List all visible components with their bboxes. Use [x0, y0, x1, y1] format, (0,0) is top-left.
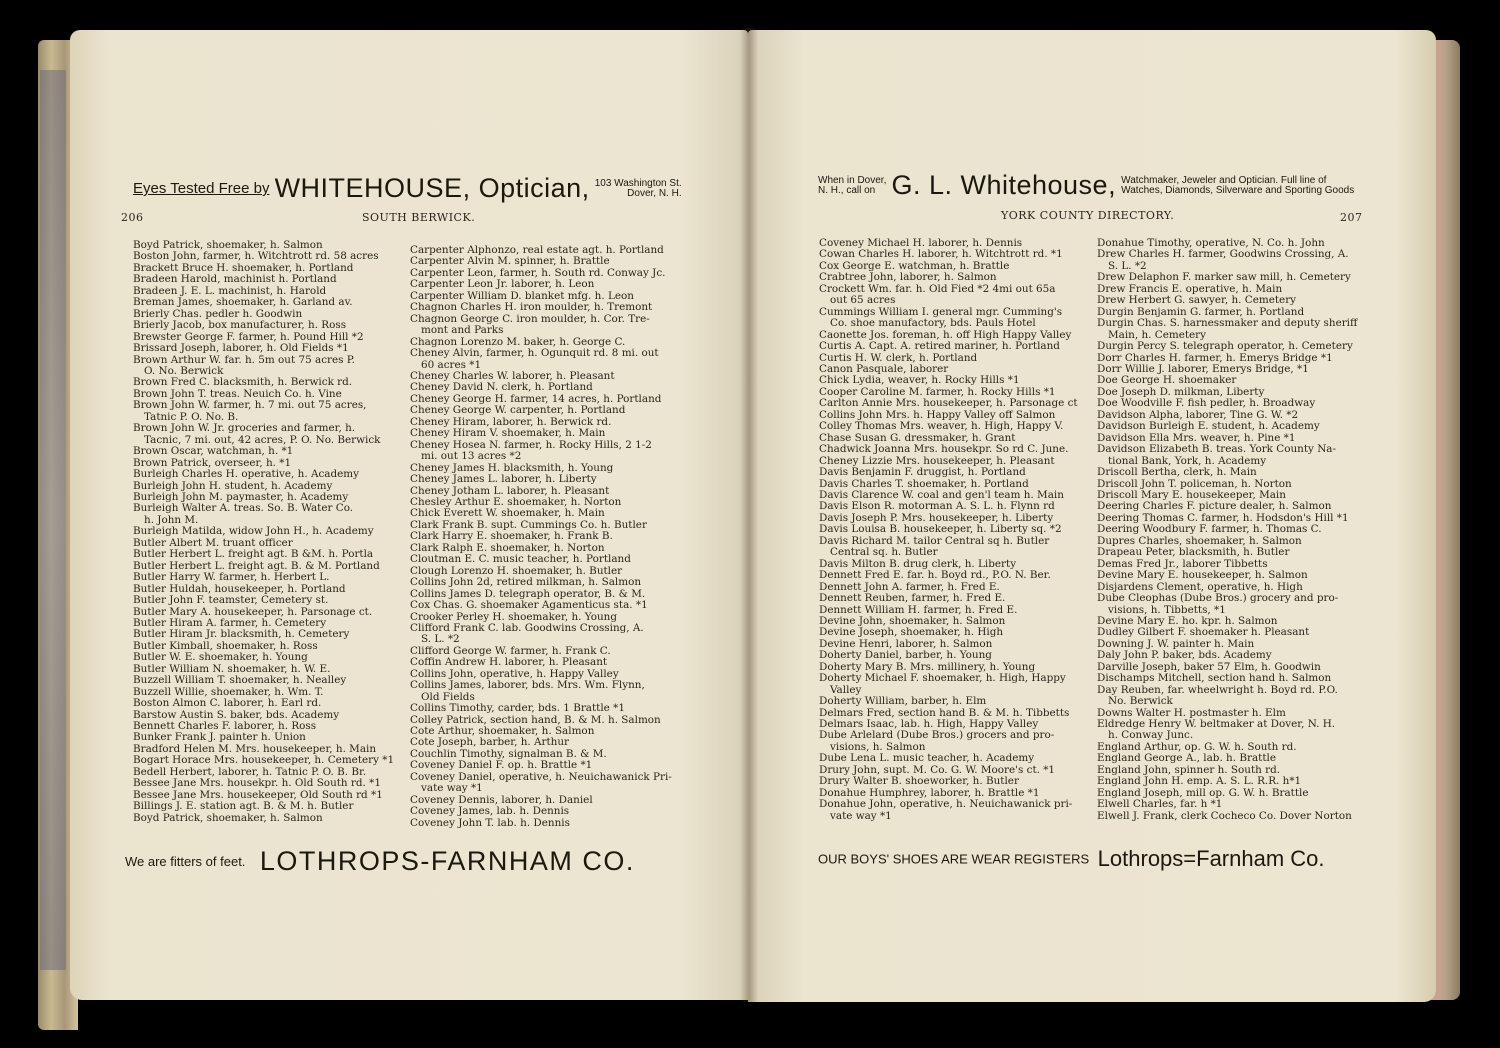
directory-entry: Darville Joseph, baker 57 Elm, h. Goodwin — [1097, 661, 1321, 673]
directory-entry: Butler Hiram A. farmer, h. Cemetery — [133, 617, 327, 629]
directory-entry: Butler Mary A. housekeeper, h. Parsonage ct. — [133, 606, 373, 618]
directory-entry: h. John M. — [144, 514, 199, 526]
directory-entry: Collins James, laborer, bds. Mrs. Wm. Flynn, — [410, 680, 645, 692]
directory-entry: Davis Richard M. tailor Central sq h. Butler — [819, 535, 1050, 547]
directory-entry: Chick Lydia, weaver, h. Rocky Hills *1 — [819, 375, 1020, 387]
directory-entry: Valley — [830, 684, 862, 696]
right-ad-description — [1121, 176, 1354, 196]
directory-entry: Burleigh Walter A. treas. So. B. Water Co. — [133, 503, 354, 515]
directory-entry: Butler Herbert L. freight agt. B &M. h. Portla — [133, 549, 374, 561]
right-ad-description-line1: Watchmaker, Jeweler and Optician. Full line of — [1121, 174, 1327, 186]
directory-entry: Demas Fred Jr., laborer Tibbetts — [1097, 558, 1268, 570]
directory-entry: Cheney James H. blacksmith, h. Young — [410, 462, 614, 474]
right-page-number: 207 — [1340, 211, 1363, 224]
directory-entry: Cote Arthur, shoemaker, h. Salmon — [410, 726, 595, 738]
left-column-1 — [133, 240, 405, 824]
directory-entry: England John, spinner h. South rd. — [1097, 764, 1281, 776]
right-ad-lead-line1: When in Dover, — [818, 174, 887, 186]
directory-entry: Bedell Herbert, laborer, h. Tatnic P. O. B. Br. — [133, 766, 367, 778]
directory-entry: Bradford Helen M. Mrs. housekeeper, h. Main — [133, 743, 377, 755]
directory-entry: Butler Kimball, shoemaker, h. Ross — [133, 640, 318, 652]
directory-entry: Curtis A. Capt. A. retired mariner, h. Portland — [819, 341, 1060, 353]
directory-entry: Clark Frank B. supt. Cummings Co. h. Butler — [410, 519, 647, 531]
directory-entry: Driscoll Bertha, clerk, h. Main — [1097, 467, 1257, 479]
directory-entry: Drapeau Peter, blacksmith, h. Butler — [1097, 547, 1290, 559]
directory-entry: Davis Elson R. motorman A. S. L. h. Flynn rd — [819, 501, 1055, 513]
directory-entry: Disjardens Clement, operative, h. High — [1097, 581, 1303, 593]
directory-entry: Cote Joseph, barber, h. Arthur — [410, 737, 570, 749]
directory-entry: Elwell Charles, far. h *1 — [1097, 799, 1223, 811]
right-ad-name: G. L. Whitehouse, — [891, 170, 1117, 200]
directory-entry: Brown John T. treas. Neuich Co. h. Vine — [133, 388, 342, 400]
directory-entry: Cheney George W. carpenter, h. Portland — [410, 405, 626, 417]
directory-entry: Carpenter William D. blanket mfg. h. Leon — [410, 290, 634, 302]
directory-entry: Cheney Charles W. laborer, h. Pleasant — [410, 370, 615, 382]
directory-entry: Drew Charles H. farmer, Goodwins Crossing, A. — [1097, 249, 1349, 261]
directory-entry: Driscoll Mary E. housekeeper, Main — [1097, 489, 1286, 501]
directory-entry: Devine Mary E. ho. kpr. h. Salmon — [1097, 615, 1278, 627]
directory-entry: Central sq. h. Butler — [830, 547, 938, 559]
directory-entry: Cheney James L. laborer, h. Liberty — [410, 474, 597, 486]
directory-entry: Durgin Chas. S. harnessmaker and deputy sheriff — [1097, 318, 1358, 330]
left-header-ad — [133, 173, 682, 204]
directory-entry: England George A., lab. h. Brattle — [1097, 753, 1276, 765]
directory-entry: Dube Arlelard (Dube Bros.) grocers and pro- — [819, 730, 1055, 742]
directory-entry: Brierly Jacob, box manufacturer, h. Ross — [133, 320, 347, 332]
directory-entry: Davidson Burleigh E. student, h. Academy — [1097, 421, 1320, 433]
directory-entry: Brown John W. farmer, h. 7 mi. out 75 acres, — [133, 400, 367, 412]
directory-entry: Daly John P. baker, bds. Academy — [1097, 650, 1272, 662]
left-ad-address — [595, 179, 682, 199]
directory-entry: Downs Walter H. postmaster h. Elm — [1097, 707, 1286, 719]
directory-entry: Doherty William, barber, h. Elm — [819, 696, 987, 708]
directory-entry: mont and Parks — [421, 325, 504, 337]
directory-entry: Durgin Percy S. telegraph operator, h. Cemetery — [1097, 341, 1353, 353]
directory-entry: Collins John 2d, retired milkman, h. Salmon — [410, 577, 642, 589]
left-page-number: 206 — [121, 211, 144, 224]
directory-entry: Dennett John A. farmer, h. Fred E. — [819, 581, 1000, 593]
directory-entry: Co. shoe manufactory, bds. Pauls Hotel — [830, 318, 1036, 330]
directory-entry: Doe Woodville F. fish pedler, h. Broadway — [1097, 398, 1316, 410]
directory-entry: Clifford George W. farmer, h. Frank C. — [410, 645, 611, 657]
directory-entry: Brown John W. Jr. groceries and farmer, h. — [133, 423, 356, 435]
directory-entry: Collins Timothy, carder, bds. 1 Brattle *1 — [410, 703, 625, 715]
directory-entry: Clough Lorenzo H. shoemaker, h. Butler — [410, 565, 623, 577]
directory-entry: Devine Mary E. housekeeper, h. Salmon — [1097, 570, 1308, 582]
directory-entry: Brewster George F. farmer, h. Pound Hill *2 — [133, 331, 364, 343]
directory-entry: Dupres Charles, shoemaker, h. Salmon — [1097, 535, 1302, 547]
directory-entry: England John H. emp. A. S. L. R.R. h*1 — [1097, 776, 1302, 788]
directory-entry: Burleigh John M. paymaster, h. Academy — [133, 491, 349, 503]
directory-entry: Butler Albert M. truant officer — [133, 537, 293, 549]
right-column-1 — [819, 238, 1089, 822]
directory-entry: Coveney Michael H. laborer, h. Dennis — [819, 238, 1023, 249]
directory-entry: Coveney Daniel, operative, h. Neuichawanick Pri- — [410, 771, 672, 783]
directory-entry: Doherty Michael F. shoemaker, h. High, Happy — [819, 673, 1066, 685]
directory-entry: Davidson Alpha, laborer, Tine G. W. *2 — [1097, 409, 1299, 421]
directory-entry: vate way *1 — [421, 783, 483, 795]
directory-entry: Deering Thomas C. farmer, h. Hodsdon's Hill *1 — [1097, 512, 1349, 524]
left-ad-name: WHITEHOUSE, Optician, — [274, 173, 590, 203]
directory-entry: Burleigh John H. student, h. Academy — [133, 480, 333, 492]
left-footer-name: LOTHROPS-FARNHAM CO. — [259, 846, 635, 876]
directory-entry: Buzzell William T. shoemaker, h. Nealley — [133, 675, 347, 687]
directory-entry: S. L. *2 — [421, 634, 460, 646]
directory-entry: Driscoll John T. policeman, h. Norton — [1097, 478, 1292, 490]
directory-entry: Brown Arthur W. far. h. 5m out 75 acres P. — [133, 354, 355, 366]
directory-entry: Bunker Frank J. painter h. Union — [133, 732, 306, 744]
directory-entry: visions, h. Salmon — [830, 741, 926, 753]
directory-entry: Chagnon Charles H. iron moulder, h. Tremont — [410, 302, 653, 314]
left-ad-address-line1: 103 Washington St. — [594, 177, 682, 189]
directory-entry: Durgin Benjamin G. farmer, h. Portland — [1097, 306, 1305, 318]
directory-entry: Davis Charles T. shoemaker, h. Portland — [819, 478, 1029, 490]
directory-entry: Colley Patrick, section hand, B. & M. h. Salmon — [410, 714, 661, 726]
directory-entry: Colley Thomas Mrs. weaver, h. High, Happy V. — [819, 421, 1064, 433]
directory-entry: Dudley Gilbert F. shoemaker h. Pleasant — [1097, 627, 1310, 639]
directory-entry: No. Berwick — [1108, 696, 1173, 708]
directory-entry: Davis Milton B. drug clerk, h. Liberty — [819, 558, 1017, 570]
directory-entry: Chadwick Joanna Mrs. housekpr. So rd C. June. — [819, 444, 1069, 456]
directory-entry: Dube Lena L. music teacher, h. Academy — [819, 753, 1035, 765]
directory-entry: Coveney John T. lab. h. Dennis — [410, 817, 570, 829]
directory-entry: Bradeen Harold, machinist h. Portland — [133, 274, 337, 286]
directory-entry: Bessee Jane Mrs. housekpr. h. Old South rd. *1 — [133, 778, 381, 790]
directory-entry: Crockett Wm. far. h. Old Fied *2 4mi out 65a — [819, 283, 1056, 295]
directory-entry: Deering Charles F. picture dealer, h. Salmon — [1097, 501, 1332, 513]
directory-entry: Butler John F. teamster, Cemetery st. — [133, 595, 329, 607]
directory-entry: Butler Hiram Jr. blacksmith, h. Cemetery — [133, 629, 350, 641]
directory-entry: O. No. Berwick — [144, 365, 224, 377]
directory-entry: Burleigh Matilda, widow John H., h. Academy — [133, 526, 374, 538]
directory-entry: Day Reuben, far. wheelwright h. Boyd rd. P.O. — [1097, 684, 1338, 696]
directory-entry: Eldredge Henry W. beltmaker at Dover, N. H. — [1097, 719, 1336, 731]
right-ad-description-line2: Watches, Diamonds, Silverware and Sporting Goods — [1121, 184, 1355, 196]
directory-entry: Old Fields — [421, 691, 475, 703]
directory-entry: Cox Chas. G. shoemaker Agamenticus sta. *1 — [410, 600, 648, 612]
directory-entry: Doherty Daniel, barber, h. Young — [819, 650, 992, 662]
directory-entry: Doe George H. shoemaker — [1097, 375, 1237, 387]
directory-entry: Drury John, supt. M. Co. G. W. Moore's ct. *1 — [819, 764, 1056, 776]
directory-entry: Tacnic, 7 mi. out, 42 acres, P. O. No. Berwick — [144, 434, 381, 446]
directory-entry: Davis Clarence W. coal and gen'l team h. Main — [819, 489, 1064, 501]
right-footer-ad — [818, 846, 1325, 872]
directory-entry: Butler William N. shoemaker, h. W. E. — [133, 663, 331, 675]
directory-entry: Cox George E. watchman, h. Brattle — [819, 260, 1010, 272]
directory-entry: Canon Pasquale, laborer — [819, 363, 949, 375]
directory-entry: Cheney Lizzie Mrs. housekeeper, h. Pleasant — [819, 455, 1055, 467]
left-footer-tagline: We are fitters of feet. — [125, 854, 246, 869]
directory-entry: Donahue Humphrey, laborer, h. Brattle *1 — [819, 787, 1040, 799]
directory-entry: Brown Patrick, overseer, h. *1 — [133, 457, 292, 469]
directory-entry: Chesley Arthur E. shoemaker, h. Norton — [410, 496, 622, 508]
directory-entry: Bogart Horace Mrs. housekeeper, h. Cemetery *1 — [133, 755, 395, 767]
directory-entry: Crabtree John, laborer, h. Salmon — [819, 272, 997, 284]
right-ad-lead — [818, 176, 886, 196]
directory-entry: Collins John, operative, h. Happy Valley — [410, 668, 619, 680]
directory-entry: Dube Cleophas (Dube Bros.) grocery and pro- — [1097, 593, 1339, 605]
directory-entry: Dennett Fred E. far. h. Boyd rd., P.O. N. Ber. — [819, 570, 1051, 582]
directory-entry: Cheney David N. clerk, h. Portland — [410, 382, 593, 394]
directory-entry: Donahue Timothy, operative, N. Co. h. John — [1097, 238, 1325, 249]
directory-entry: Barstow Austin S. baker, bds. Academy — [133, 709, 340, 721]
directory-entry: tional Bank, York, h. Academy — [1108, 455, 1267, 467]
directory-entry: Butler W. E. shoemaker, h. Young — [133, 652, 308, 664]
directory-entry: Cheney Hosea N. farmer, h. Rocky Hills, 2 1-2 — [410, 439, 652, 451]
directory-entry: Carpenter Leon, farmer, h. South rd. Conway Jc. — [410, 267, 666, 279]
directory-entry: Crooker Perley H. shoemaker, h. Young — [410, 611, 617, 623]
right-header-ad — [818, 170, 1354, 201]
directory-entry: Tatnic P. O. No. B. — [144, 411, 239, 423]
directory-entry: Elwell J. Frank, clerk Cocheco Co. Dover Norton — [1097, 810, 1352, 822]
directory-entry: Cheney Hiram V. shoemaker, h. Main — [410, 428, 606, 440]
directory-entry: Donahue John, operative, h. Neuichawanick pri- — [819, 799, 1073, 811]
directory-entry: Couchlin Timothy, signalman B. & M. — [410, 748, 607, 760]
directory-entry: Bennett Charles F. laborer, h. Ross — [133, 721, 317, 733]
directory-entry: h. Conway Junc. — [1108, 730, 1194, 742]
directory-entry: Carlton Annie Mrs. housekeeper, h. Parsonage ct — [819, 398, 1078, 410]
directory-entry: Delmars Fred, section hand B. & M. h. Tibbetts — [819, 707, 1070, 719]
directory-entry: Deering Woodbury F. farmer, h. Thomas C. — [1097, 524, 1322, 536]
directory-entry: Carpenter Alphonzo, real estate agt. h. Portland — [410, 245, 664, 256]
directory-entry: Coveney Dennis, laborer, h. Daniel — [410, 794, 593, 806]
right-ad-lead-line2: N. H., call on — [818, 184, 876, 196]
directory-entry: Coveney Daniel F. op. h. Brattle *1 — [410, 760, 593, 772]
directory-entry: Davis Benjamin F. druggist, h. Portland — [819, 467, 1026, 479]
directory-entry: Drury Walter B. shoeworker, h. Butler — [819, 776, 1019, 788]
left-footer-ad — [125, 846, 635, 877]
directory-entry: out 65 acres — [830, 295, 896, 307]
directory-entry: Butler Huldah, housekeeper, h. Portland — [133, 583, 346, 595]
directory-entry: Cheney Hiram, laborer, h. Berwick rd. — [410, 416, 612, 428]
directory-entry: Dorr Willie J. laborer, Emerys Bridge, *1 — [1097, 363, 1309, 375]
left-running-head: SOUTH BERWICK. — [362, 211, 476, 224]
directory-entry: vate way *1 — [830, 810, 892, 822]
directory-entry: Davidson Elizabeth B. treas. York County Na- — [1097, 444, 1337, 456]
directory-entry: Coffin Andrew H. laborer, h. Pleasant — [410, 657, 608, 669]
directory-entry: Brackett Bruce H. shoemaker, h. Portland — [133, 262, 354, 274]
directory-entry: Devine Henri, laborer, h. Salmon — [819, 638, 993, 650]
directory-entry: Burleigh Charles H. operative, h. Academy — [133, 469, 359, 481]
directory-entry: Collins John Mrs. h. Happy Valley off Salmon — [819, 409, 1056, 421]
directory-entry: mi. out 13 acres *2 — [421, 451, 522, 463]
right-footer-name: Lothrops=Farnham Co. — [1097, 846, 1325, 871]
directory-entry: Breman James, shoemaker, h. Garland av. — [133, 297, 353, 309]
directory-entry: Dennett William H. farmer, h. Fred E. — [819, 604, 1018, 616]
directory-entry: Caonette Jos. foreman, h. off High Happy Valley — [819, 329, 1072, 341]
directory-entry: Dischamps Mitchell, section hand h. Salmon — [1097, 673, 1332, 685]
directory-entry: Main, h. Cemetery — [1108, 329, 1207, 341]
directory-entry: Chick Everett W. shoemaker, h. Main — [410, 508, 605, 520]
directory-entry: England Arthur, op. G. W. h. South rd. — [1097, 741, 1297, 753]
directory-entry: Bessee Jane Mrs. housekeeper, Old South rd *1 — [133, 789, 383, 801]
left-ad-tagline: Eyes Tested Free by — [133, 180, 270, 197]
directory-entry: Cloutman E. C. music teacher, h. Portland — [410, 554, 631, 566]
directory-entry: Brierly Chas. pedler h. Goodwin — [133, 308, 303, 320]
directory-entry: Cooper Caroline M. farmer, h. Rocky Hills *1 — [819, 386, 1056, 398]
directory-entry: Cheney George H. farmer, 14 acres, h. Portland — [410, 393, 662, 405]
directory-entry: Boston Almon C. laborer, h. Earl rd. — [133, 698, 322, 710]
directory-entry: Carpenter Alvin M. spinner, h. Brattle — [410, 256, 610, 268]
directory-entry: 60 acres *1 — [421, 359, 482, 371]
directory-entry: Boston John, farmer, h. Witchtrott rd. 58 acres — [133, 251, 379, 263]
directory-entry: Devine John, shoemaker, h. Salmon — [819, 615, 1006, 627]
directory-entry: Cheney Jotham L. laborer, h. Pleasant — [410, 485, 610, 497]
directory-entry: Dennett Reuben, farmer, h. Fred E. — [819, 593, 1006, 605]
directory-entry: Delmars Isaac, lab. h. High, Happy Valley — [819, 719, 1039, 731]
directory-entry: Buzzell Willie, shoemaker, h. Wm. T. — [133, 686, 324, 698]
directory-entry: Brown Oscar, watchman, h. *1 — [133, 446, 294, 458]
directory-entry: Bradeen J. E. L. machinist, h. Harold — [133, 285, 327, 297]
directory-entry: Dorr Charles H. farmer, h. Emerys Bridge *1 — [1097, 352, 1333, 364]
directory-entry: Clark Ralph E. shoemaker, h. Norton — [410, 542, 605, 554]
directory-entry: Downing J. W. painter h. Main — [1097, 638, 1255, 650]
directory-entry: Doherty Mary B. Mrs. millinery, h. Young — [819, 661, 1036, 673]
directory-entry: Clark Harry E. shoemaker, h. Frank B. — [410, 531, 613, 543]
directory-entry: Chagnon Lorenzo M. baker, h. George C. — [410, 336, 626, 348]
directory-entry: Butler Harry W. farmer, h. Herbert L. — [133, 572, 330, 584]
directory-entry: Davis Louisa B. housekeeper, h. Liberty sq. *2 — [819, 524, 1062, 536]
directory-entry: Butler Herbert L. freight agt. B. & M. Portland — [133, 560, 380, 572]
directory-entry: Drew Herbert G. sawyer, h. Cemetery — [1097, 295, 1297, 307]
right-column-2 — [1097, 238, 1367, 822]
directory-entry: Davis Joseph P. Mrs. housekeeper, h. Liberty — [819, 512, 1054, 524]
directory-entry: Coveney James, lab. h. Dennis — [410, 806, 570, 818]
directory-entry: Cowan Charles H. laborer, h. Witchtrott rd. *1 — [819, 249, 1063, 261]
directory-entry: Davidson Ella Mrs. weaver, h. Pine *1 — [1097, 432, 1296, 444]
directory-entry: Boyd Patrick, shoemaker, h. Salmon — [133, 240, 323, 251]
directory-entry: Doe Joseph D. milkman, Liberty — [1097, 386, 1265, 398]
directory-entry: Chase Susan G. dressmaker, h. Grant — [819, 432, 1016, 444]
directory-entry: Carpenter Leon Jr. laborer, h. Leon — [410, 279, 595, 291]
left-ad-address-line2: Dover, N. H. — [627, 187, 682, 199]
directory-entry: Devine Joseph, shoemaker, h. High — [819, 627, 1004, 639]
directory-entry: Cheney Alvin, farmer, h. Ogunquit rd. 8 mi. out — [410, 348, 659, 360]
directory-entry: Curtis H. W. clerk, h. Portland — [819, 352, 978, 364]
directory-entry: Billings J. E. station agt. B. & M. h. Butler — [133, 801, 354, 813]
left-column-2 — [410, 245, 682, 829]
directory-entry: Brown Fred C. blacksmith, h. Berwick rd. — [133, 377, 353, 389]
directory-entry: S. L. *2 — [1108, 260, 1147, 272]
directory-entry: England Joseph, mill op. G. W. h. Brattle — [1097, 787, 1309, 799]
directory-entry: Chagnon George C. iron moulder, h. Cor. Tre- — [410, 313, 650, 325]
spine-label-strip — [40, 70, 66, 970]
right-footer-tagline: OUR BOYS' SHOES ARE WEAR REGISTERS — [818, 851, 1090, 867]
directory-entry: Boyd Patrick, shoemaker, h. Salmon — [133, 812, 323, 824]
directory-entry: Cummings William I. general mgr. Cumming's — [819, 306, 1063, 318]
directory-entry: Brissard Joseph, laborer, h. Old Fields *1 — [133, 343, 349, 355]
directory-entry: Clifford Frank C. lab. Goodwins Crossing, A. — [410, 622, 644, 634]
directory-entry: Drew Francis E. operative, h. Main — [1097, 283, 1283, 295]
directory-entry: visions, h. Tibbetts, *1 — [1108, 604, 1226, 616]
right-running-head: YORK COUNTY DIRECTORY. — [1001, 209, 1175, 222]
book-gutter — [740, 28, 758, 1002]
directory-entry: Collins James D. telegraph operator, B. & M. — [410, 588, 646, 600]
directory-entry: Drew Delaphon F. marker saw mill, h. Cemetery — [1097, 272, 1351, 284]
